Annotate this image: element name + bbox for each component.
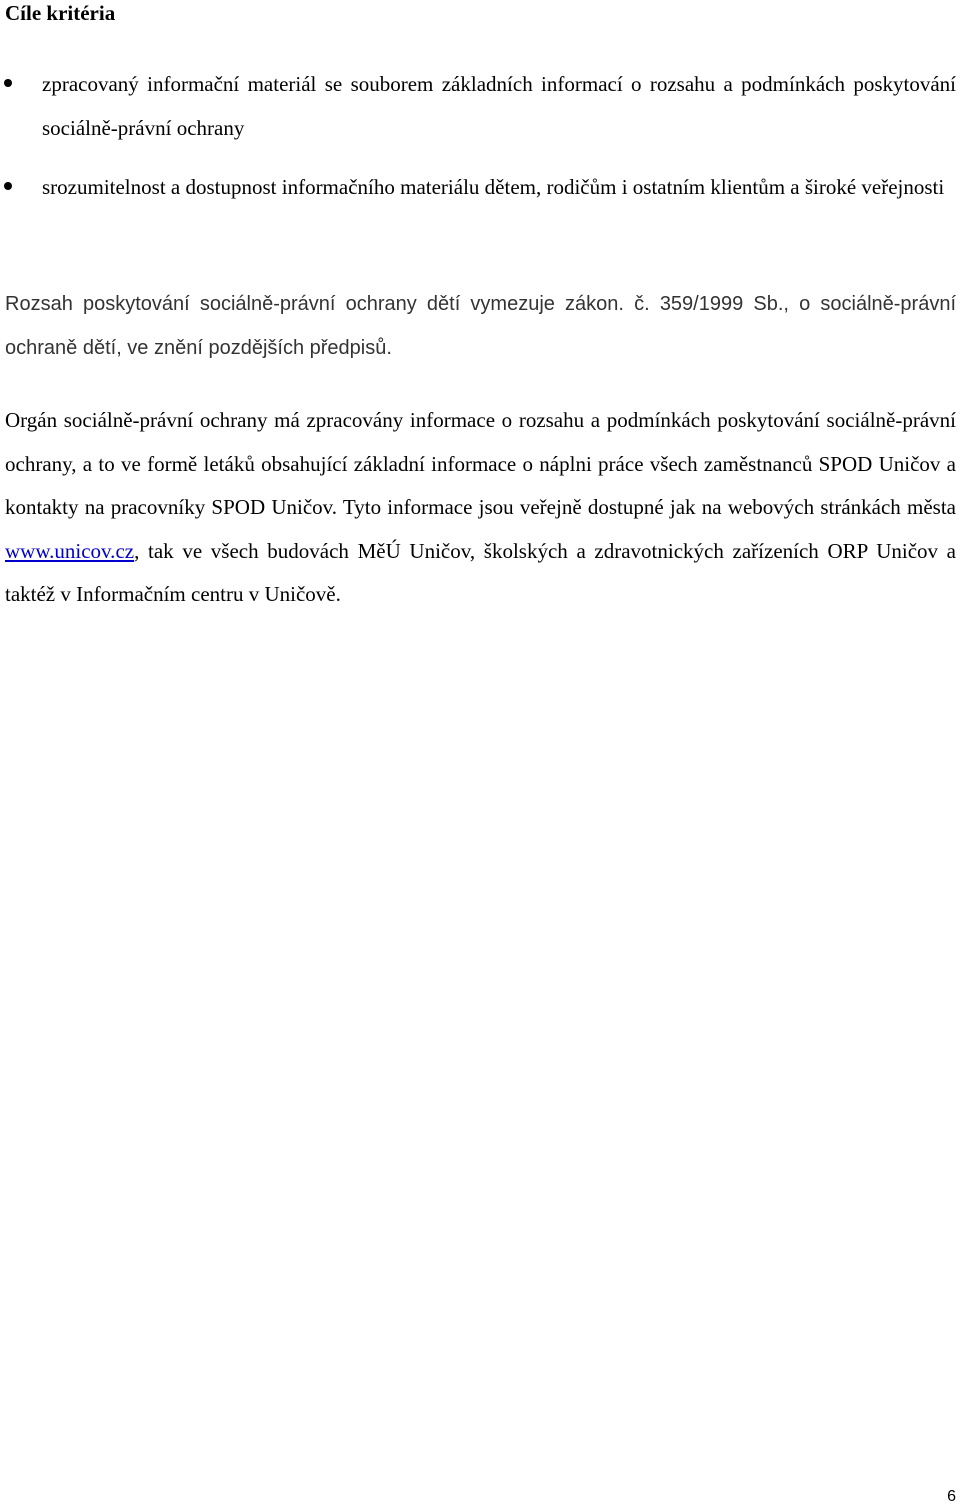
list-item <box>0 62 960 150</box>
paragraph-text: Orgán sociálně-právní ochrany má zpracovány informace o rozsahu a podmínkách poskytování sociálně-právní ochrany, a to ve formě letáků obsahující základní informace o náplni práce všech zaměstnanců SPOD Uničov a kontakty na pracovníky SPOD Uničov. Tyto informace jsou veřejně dostupné jak na webových stránkách města <box>5 408 956 519</box>
section-heading: Cíle kritéria <box>5 1 116 25</box>
list-item-text: srozumitelnost a dostupnost informačního materiálu dětem, rodičům i ostatním klientům a široké veřejnosti <box>42 175 945 199</box>
website-link[interactable]: www.unicov.cz <box>5 538 135 563</box>
paragraph-text: , tak ve všech budovách MěÚ Uničov, školských a zdravotnických zařízeních ORP Uničov a taktéž v Informačním centru v Uničově. <box>5 538 956 606</box>
bullet-icon <box>4 79 12 87</box>
information-paragraph <box>5 399 956 617</box>
scope-paragraph: Rozsah poskytování sociálně-právní ochrany dětí vymezuje zákon. č. 359/1999 Sb., o sociálně-právní ochraně dětí, ve znění pozdějších předpisů. <box>5 293 956 359</box>
list-item-text: zpracovaný informační materiál se souborem základních informací o rozsahu a podmínkách poskytování sociálně-právní ochrany <box>42 72 956 140</box>
list-item <box>0 165 960 209</box>
page-number: 6 <box>947 1488 956 1505</box>
criteria-list <box>0 62 960 224</box>
bullet-icon <box>4 182 12 190</box>
